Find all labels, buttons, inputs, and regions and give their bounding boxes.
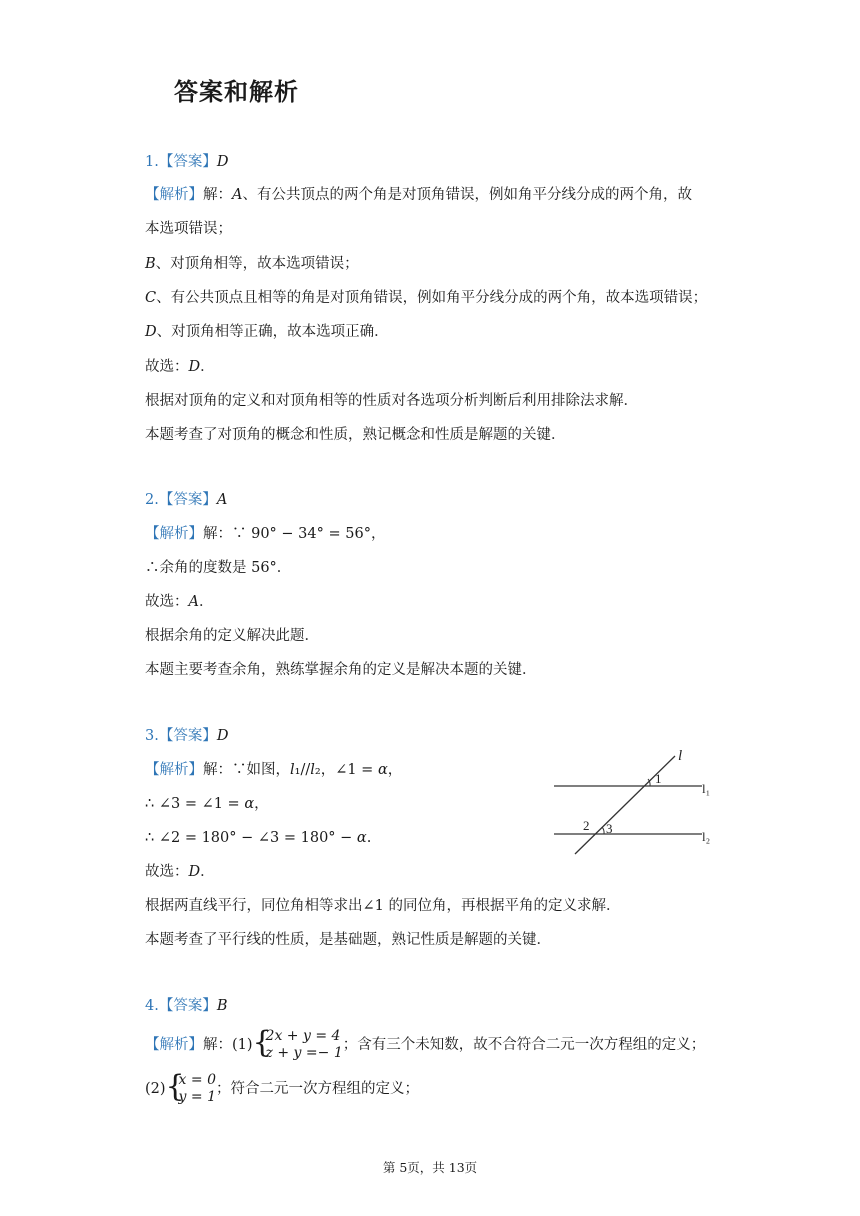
text-run: 故选： xyxy=(145,358,189,375)
q1-explanation-line xyxy=(145,185,692,205)
q4-explanation-line-2 xyxy=(145,1069,419,1106)
q1-explanation-line xyxy=(145,357,215,377)
text-run: D xyxy=(188,864,201,880)
q4-number: 4. xyxy=(145,998,159,1014)
q2-explanation-line xyxy=(145,660,537,680)
label-l1: l₁ xyxy=(702,781,711,796)
q3-explanation-line xyxy=(145,760,402,780)
text-run: 本题主要考查余角，熟练掌握余角的定义是解决本题的关键． xyxy=(145,662,537,678)
angle-3-arc xyxy=(602,827,604,834)
text-run: C xyxy=(145,289,157,306)
text-run: ₂，∠1 = xyxy=(314,762,378,778)
q4-answer-line xyxy=(145,996,228,1016)
q2-answer-tag: 【答案】 xyxy=(158,492,217,508)
q3-explanation-line xyxy=(145,896,620,916)
q1-explanation-line xyxy=(145,288,707,308)
text-run: 故选： xyxy=(145,594,189,610)
q1-explanation-line xyxy=(145,425,566,445)
page-footer: 第 5页，共 13页 xyxy=(382,1160,478,1175)
q1-explanation-line xyxy=(145,391,638,411)
q2-number: 2. xyxy=(145,492,159,508)
text-run: D xyxy=(145,324,157,341)
text-run: 解：∵ 90° − 34° = 56°， xyxy=(203,526,386,542)
q3-explanation-line xyxy=(145,794,269,814)
q3-explanation-line xyxy=(145,828,371,848)
q4-system-2-eq1: x = 0 xyxy=(178,1072,216,1088)
text-run: 本题考查了平行线的性质，是基础题，熟记性质是解题的关键． xyxy=(145,932,551,948)
text-run: 、有公共顶点且相等的角是对顶角错误，例如角平分线分成的两个角，故本选项错误； xyxy=(156,289,708,306)
q3-answer-tag: 【答案】 xyxy=(158,728,217,744)
brace-icon: { xyxy=(252,1025,272,1060)
text-run: ∴ ∠3 = ∠1 = xyxy=(145,796,245,812)
q4-answer-tag: 【答案】 xyxy=(158,998,217,1014)
text-run: α xyxy=(244,796,255,812)
q2-answer-line xyxy=(145,490,227,510)
text-run: ， xyxy=(387,762,403,778)
label-angle-1: 1 xyxy=(655,771,662,786)
q1-answer: D xyxy=(216,154,229,170)
text-run: 、对顶角相等，故本选项错误； xyxy=(155,255,359,272)
q4-system-2-eq2: y = 1 xyxy=(178,1089,216,1105)
q4-line1-pre: 解：(1) xyxy=(203,1037,253,1053)
q4-line2-pre: (2) xyxy=(145,1081,166,1097)
parallel-lines-figure xyxy=(552,748,722,860)
q3-answer-line xyxy=(145,726,228,746)
q2-explanation-line xyxy=(145,524,385,544)
text-run: ₁// xyxy=(294,762,311,778)
text-run: 根据两直线平行，同位角相等求出∠1 的同位角，再根据平角的定义求解． xyxy=(145,898,621,914)
text-run: ． xyxy=(200,864,215,880)
q1-analysis-tag: 【解析】 xyxy=(145,187,203,203)
brace-icon: { xyxy=(165,1069,185,1104)
q1-explanation-line xyxy=(145,322,389,342)
text-run: ． xyxy=(198,594,214,610)
q4-system-1-eq2: z + y =− 1 xyxy=(265,1045,343,1061)
text-run: l xyxy=(310,762,315,778)
q2-analysis-tag: 【解析】 xyxy=(145,526,203,542)
q4-explanation-line-1 xyxy=(145,1025,706,1062)
text-run: 本选项错误； xyxy=(145,221,232,238)
text-run: . xyxy=(366,830,372,846)
q4-system-2 xyxy=(165,1069,216,1106)
text-run: ． xyxy=(200,358,215,375)
label-angle-2: 2 xyxy=(583,818,590,833)
q2-explanation-line xyxy=(145,558,291,578)
q4-line1-post: ；含有三个未知数，故不合符合二元一次方程组的定义； xyxy=(342,1037,706,1053)
text-run: ∴余角的度数是 56°． xyxy=(145,560,292,576)
text-run: ， xyxy=(254,796,269,812)
q2-explanation-line xyxy=(145,592,213,612)
text-run: 解：∵如图， xyxy=(203,762,290,778)
q4-system-1-eq1: 2x + y = 4 xyxy=(265,1028,341,1044)
q1-explanation-line xyxy=(145,219,232,239)
text-run: α xyxy=(356,830,367,846)
q3-explanation-line xyxy=(145,930,551,950)
q3-answer: D xyxy=(216,728,229,744)
text-run: 故选： xyxy=(145,864,189,880)
q1-number: 1. xyxy=(145,154,159,170)
q2-explanation-line xyxy=(145,626,319,646)
q3-analysis-tag: 【解析】 xyxy=(145,762,203,778)
text-run: D xyxy=(188,358,201,375)
q3-number: 3. xyxy=(145,728,159,744)
text-run: 根据余角的定义解决此题． xyxy=(145,628,319,644)
q1-explanation-line xyxy=(145,254,359,274)
text-run: A xyxy=(232,187,243,203)
page-title: 答案和解析 xyxy=(174,78,299,106)
q4-system-1 xyxy=(252,1025,343,1062)
q1-answer-tag: 【答案】 xyxy=(158,154,217,170)
q4-answer: B xyxy=(216,998,228,1014)
q2-answer: A xyxy=(216,492,228,508)
q4-line2-post: ；符合二元一次方程组的定义； xyxy=(216,1081,419,1097)
q1-answer-line xyxy=(145,152,228,172)
label-angle-3: 3 xyxy=(606,821,613,836)
text-run: 、有公共顶点的两个角是对顶角错误，例如角平分线分成的两个角，故 xyxy=(242,187,692,203)
label-l2: l₂ xyxy=(702,829,711,844)
text-run: 解： xyxy=(203,187,232,203)
text-run: 、对顶角相等正确，故本选项正确． xyxy=(156,324,389,341)
text-run: A xyxy=(188,594,199,610)
text-run: ∴ ∠2 = 180° − ∠3 = 180° − xyxy=(145,830,357,846)
text-run: l xyxy=(290,762,295,778)
q3-explanation-line xyxy=(145,862,215,882)
text-run: 根据对顶角的定义和对顶角相等的性质对各选项分析判断后利用排除法求解． xyxy=(145,392,638,409)
text-run: α xyxy=(377,762,388,778)
q4-analysis-tag: 【解析】 xyxy=(145,1037,203,1053)
text-run: B xyxy=(145,255,156,272)
label-l: l xyxy=(678,748,683,764)
text-run: 本题考查了对顶角的概念和性质，熟记概念和性质是解题的关键． xyxy=(145,427,566,444)
